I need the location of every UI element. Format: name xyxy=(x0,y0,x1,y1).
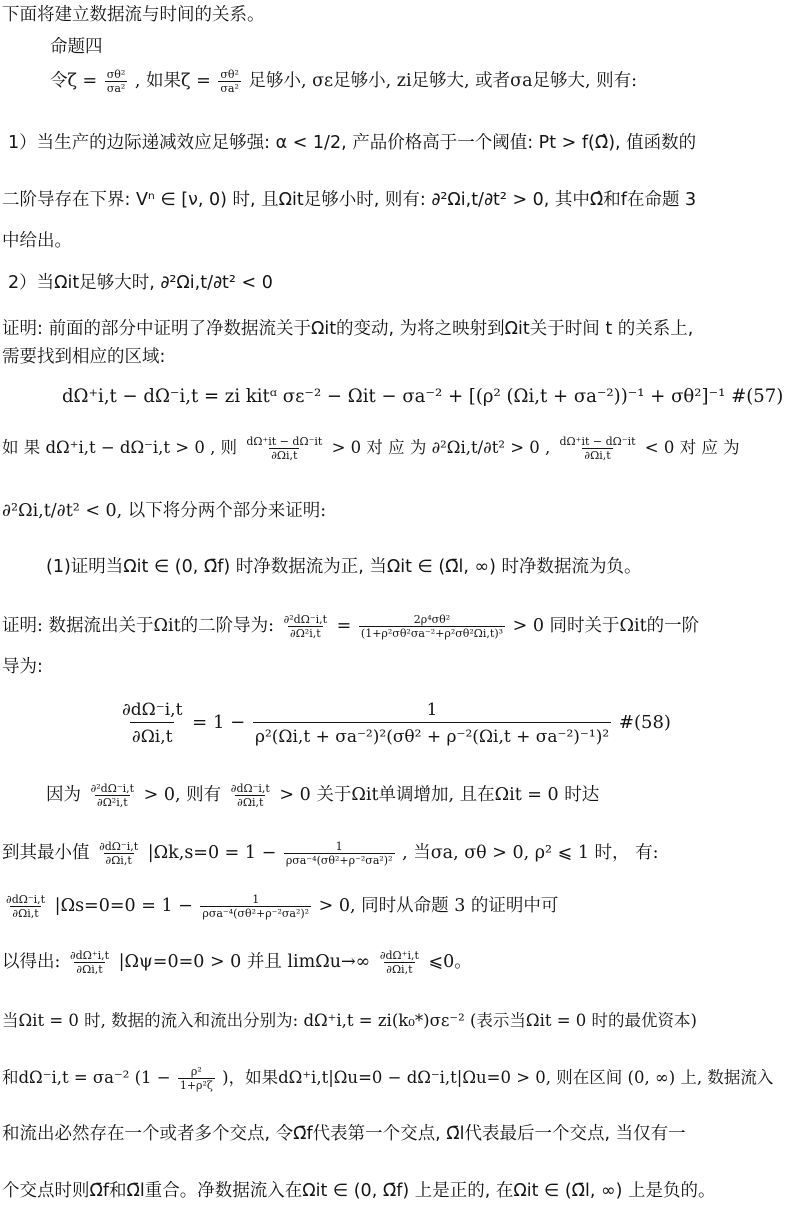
case-one-text: 1）当生产的边际递减效应足够强: α < 1/2, 产品价格高于一个阈值: Pt > f(Ω̂), 值函数的 xyxy=(8,133,697,153)
inflow-derivative-fraction: $\frac{\partial d\Omega^+i,t}{\partial\Omega i,t}$ xyxy=(69,949,110,976)
zeta-definition: 令ζ = xyxy=(50,71,98,91)
equation-58-rhs-fraction: $\frac{1}{\text{ρ²(Ωi,t + σa⁻²)²(σθ² + ρ⁻²(Ωi,t + σa⁻²)⁻¹)²}}$ xyxy=(254,699,610,747)
proof-intro-continued: 需要找到相应的区域: xyxy=(2,347,166,367)
sign-condition-line: 如 果 dΩ⁺i,t − dΩ⁻i,t > 0 , 则 $\frac{d\Omega^+it - d\Omega^-it}{\partial\Omega i,t}$ > 0 对 应 为 ∂²Ωi,t/∂t² > 0 , $\frac{d\Omega^+it - d\Omega^-it}{\partial\Omega i,t}$ < 0 对 应 为 xyxy=(2,435,740,462)
intro-text: 下面将建立数据流与时间的关系。 xyxy=(2,5,265,25)
minimum-derivative-fraction: $\frac{\partial d\Omega^-i,t}{\partial\Omega i,t}$ xyxy=(99,840,139,867)
proposition-heading: 命题四 xyxy=(50,37,103,57)
case-two-text: 2）当Ωit足够大时, ∂²Ωi,t/∂t² < 0 xyxy=(8,273,273,293)
case-one-end: 中给出。 xyxy=(2,231,72,251)
outflow-second-derivative-fraction: $\frac{\text{∂²dΩ⁻i,t}}{\text{∂Ω²i,t}}$ xyxy=(283,613,328,640)
outflow-second-derivative-fraction-2: $\frac{\text{∂²dΩ⁻i,t}}{\text{∂Ω²i,t}}$ xyxy=(90,782,135,809)
case-one-continued: 二阶导存在下界: Vⁿ ∈ [ν, 0) 时, 且Ωit足够小时, 则有: ∂²Ωi,t/∂t² > 0, 其中Ω̂和f在命题 3 xyxy=(2,190,697,210)
proposition-statement xyxy=(50,66,637,96)
first-derivative-label: 导为: xyxy=(2,657,43,677)
inflow-derivative-fraction-2: $\frac{\partial d\Omega^+i,t}{\partial\Omega i,t}$ xyxy=(379,949,419,976)
minimum-value-line: 到其最小值 $\frac{\partial d\Omega^-i,t}{\partial\Omega i,t}$ |Ωk,s=0 = 1 − 1 ρσa⁻⁴(σθ²+ρ⁻²σa²)² , 当σa, σθ > 0, ρ² ⩽ 1 时， 有: xyxy=(2,840,659,867)
outflow-derivative-fraction-3: $\frac{\partial d\Omega^-i,t}{\partial\Omega i,t}$ xyxy=(6,893,46,920)
positive-minimum-fraction: 1 ρσa⁻⁴(σθ²+ρ⁻²σa²)² xyxy=(202,893,310,920)
equation-58: $\frac{\partial d\Omega^-i,t}{\partial\Omega i,t}$ = 1 − $\frac{1}{\text{ρ²(Ωi,t + σa⁻²)²(σθ² + ρ⁻²(Ωi,t + σa⁻²)⁻¹)²}}$ #(58) xyxy=(122,699,671,747)
outflow-first-derivative-fraction-2: $\frac{\partial d\Omega^-i,t}{\partial\Omega i,t}$ xyxy=(230,782,270,809)
zeta-fraction-2: $\frac{\text{σθ²}}{\text{σa²}}$ xyxy=(220,68,239,95)
conclusion-text: 个交点时则Ω̄f和Ω̄l重合。净数据流入在Ωit ∈ (0, Ω̄f) 上是正的, 在Ωit ∈ (Ω̄l, ∞) 上是负的。 xyxy=(2,1181,716,1201)
net-flow-derivative-fraction: $\frac{d\Omega^+it - d\Omega^-it}{\partial\Omega i,t}$ xyxy=(246,435,323,462)
second-derivative-line: 证明: 数据流出关于Ωit的二阶导为: $\frac{\text{∂²dΩ⁻i,t}}{\text{∂Ω²i,t}}$ = $\frac{\text{2ρ⁴σθ²}}{\text{(1+ρ²σθ²σa⁻²+ρ²σθ²Ωi,t)³}}$ > 0 同时关于Ωit的一阶 xyxy=(2,613,700,640)
net-flow-derivative-fraction-2: $\frac{d\Omega^+it - d\Omega^-it}{\partial\Omega i,t}$ xyxy=(559,435,636,462)
proof-intro: 证明: 前面的部分中证明了净数据流关于Ωit的变动, 为将之映射到Ωit关于时间 t 的关系上, xyxy=(2,319,694,339)
proof-plan: ∂²Ωi,t/∂t² < 0, 以下将分两个部分来证明: xyxy=(2,501,327,521)
outflow-first-derivative-fraction: $\frac{\partial d\Omega^-i,t}{\partial\Omega i,t}$ xyxy=(122,699,183,747)
minimum-value-fraction: 1 ρσa⁻⁴(σθ²+ρ⁻²σa²)² xyxy=(285,840,393,867)
rho-zeta-fraction: $\frac{\text{ρ²}}{\text{1+ρ²ζ}}$ xyxy=(179,1065,213,1092)
zeta-fraction: $\frac{\text{σθ²}}{\text{σa²}}$ xyxy=(106,68,126,95)
proof-part-one: (1)证明当Ωit ∈ (0, Ω̄f) 时净数据流为正, 当Ωit ∈ (Ω̄l, ∞) 时净数据流为负。 xyxy=(46,557,642,577)
intersection-text: 和流出必然存在一个或者多个交点, 令Ω̄f代表第一个交点, Ω̄l代表最后一个交点, 当仅有一 xyxy=(2,1124,686,1144)
zeta-condition: , 如果ζ = xyxy=(134,71,211,91)
flows-at-zero-line: 当Ωit = 0 时, 数据的流入和流出分别为: dΩ⁺i,t = zi(k₀*)σε⁻² (表示当Ωit = 0 时的最优资本) xyxy=(2,1011,697,1030)
equation-57: dΩ⁺i,t − dΩ⁻i,t = zi kitᵅ σε⁻² − Ωit − σa⁻² + [(ρ² (Ωi,t + σa⁻²))⁻¹ + σθ²]⁻¹ #(57) xyxy=(62,386,784,407)
inflow-limit-line: 以得出: $\frac{\partial d\Omega^+i,t}{\partial\Omega i,t}$ |Ωψ=0=0 > 0 并且 limΩu→∞ $\frac{\partial d\Omega^+i,t}{\partial\Omega i,t}$ ⩽0。 xyxy=(2,949,472,976)
monotonic-argument-line: 因为 $\frac{\text{∂²dΩ⁻i,t}}{\text{∂Ω²i,t}}$ > 0, 则有 $\frac{\partial d\Omega^-i,t}{\partial\Omega i,t}$ > 0 关于Ωit单调增加, 且在Ωit = 0 时达 xyxy=(46,782,600,809)
outflow-at-zero-line: 和dΩ⁻i,t = σa⁻² (1 − $\frac{\text{ρ²}}{\text{1+ρ²ζ}}$ )，如果dΩ⁺i,t|Ωu=0 − dΩ⁻i,t|Ωu=0 > 0, 则在区间 (0, ∞) 上, 数据流入 xyxy=(2,1065,774,1092)
second-derivative-value-fraction: $\frac{\text{2ρ⁴σθ²}}{\text{(1+ρ²σθ²σa⁻²+ρ²σθ²Ωi,t)³}}$ xyxy=(360,613,504,640)
condition-list: 足够小, σε足够小, zi足够大, 或者σa足够大, 则有: xyxy=(248,71,638,91)
positive-minimum-line: $\frac{\partial d\Omega^-i,t}{\partial\Omega i,t}$ |Ωs=0=0 = 1 − 1 ρσa⁻⁴(σθ²+ρ⁻²σa²)² > 0, 同时从命题 3 的证明中可 xyxy=(6,893,559,920)
